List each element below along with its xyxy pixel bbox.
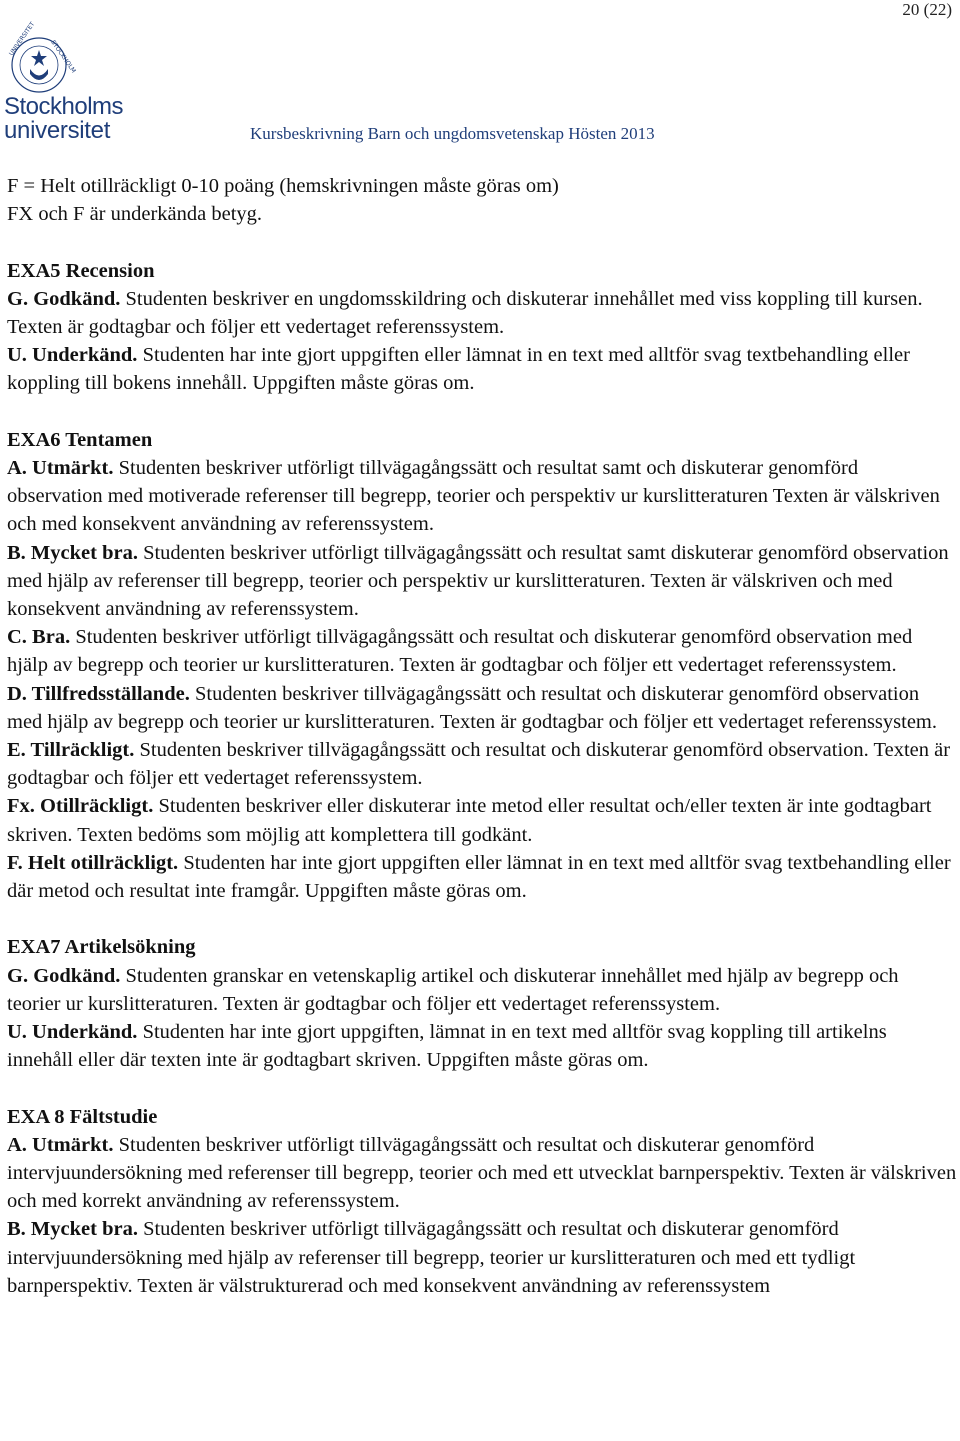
grade-description: Studenten har inte gjort uppgiften eller lämnat in en text med alltför svag textbehandling eller där metod och resultat inte framgår. Uppgiften måste göras om. [7, 851, 951, 903]
grade-label: Fx. Otillräckligt. [7, 795, 154, 818]
grade-description: Studenten beskriver utförligt tillvägagångssätt och resultat samt och diskuterar genomförd observation med motiverade referenser till begrepp, teorier och perspektiv ur kurslitteraturen Texten är välskriven och med konsekvent användning av referenssystem. [7, 457, 940, 536]
grade-description: Studenten granskar en vetenskaplig artikel och diskuterar innehållet med hjälp av begrepp och teorier ur kurslitteraturen. Texten är godtagbar och följer ett vedertaget referenssystem. [7, 964, 899, 1015]
grade-label: U. Underkänd. [7, 344, 138, 367]
intro-line: FX och F är underkända betyg. [7, 203, 263, 226]
grade-label: C. Bra. [7, 626, 71, 649]
grade-label: B. Mycket bra. [7, 1218, 138, 1241]
grade-description: Studenten beskriver tillvägagångssätt och resultat och diskuterar genomförd observation med hjälp av begrepp och teorier ur kurslitteraturen. Texten är godtagbar och följer ett vedertaget referenssystem. [7, 682, 937, 733]
document-header-title: Kursbeskrivning Barn och ungdomsvetenskap Hösten 2013 [250, 124, 655, 143]
intro-line: F = Helt otillräckligt 0-10 poäng (hemskrivningen måste göras om) [7, 175, 559, 197]
grade-paragraph [7, 285, 957, 341]
grade-description: Studenten beskriver utförligt tillvägagångssätt och resultat och diskuterar genomförd observation med hjälp av begrepp och teorier ur kurslitteraturen. Texten är godtagbar och följer ett vedertaget referenssystem. [7, 626, 913, 677]
page-number: 20 (22) [902, 0, 952, 19]
grade-description: Studenten beskriver eller diskuterar inte metod eller resultat och/eller texten är inte godtagbart skriven. Texten bedöms som möjlig att komplettera till godkänt. [7, 795, 932, 846]
grade-paragraph [7, 623, 957, 679]
grade-paragraph [7, 1131, 957, 1216]
grade-paragraph [7, 792, 957, 848]
grade-description: Studenten beskriver utförligt tillvägagångssätt och resultat samt diskuterar genomförd observation med hjälp av referenser till begrepp, teorier och perspektiv ur kurslitteraturen. Texten är välskriven och med konsekvent användning av referenssystem. [7, 541, 949, 621]
university-logo [4, 20, 134, 144]
grade-paragraph [7, 962, 957, 1018]
grade-paragraph [7, 680, 957, 736]
document-body [7, 172, 957, 1300]
grade-label: E. Tillräckligt. [7, 739, 135, 762]
grade-label: U. Underkänd. [7, 1021, 138, 1044]
grade-paragraph [7, 1215, 957, 1300]
grade-description: Studenten beskriver tillvägagångssätt och resultat och diskuterar genomförd observation. Texten är godtagbar och följer ett vedertaget referenssystem. [7, 739, 951, 790]
section-heading-exa8: EXA 8 Fältstudie [7, 1105, 158, 1128]
grade-paragraph [7, 539, 957, 624]
grade-description: Studenten beskriver utförligt tillvägagångssätt och resultat och diskuterar genomförd intervjuundersökning med hjälp av referenser till begrepp, teorier ur kurslitteraturen och med ett tydligt barnperspektiv. Texten är välstrukturerad och med konsekvent användning av referenssystem [7, 1218, 856, 1297]
grade-paragraph [7, 849, 957, 905]
svg-text:UNIVERSITET: UNIVERSITET [7, 20, 37, 58]
grade-paragraph [7, 454, 957, 539]
grade-description: Studenten har inte gjort uppgiften, lämnat in en text med alltför svag koppling till artikelns innehåll eller där texten inte är godtagbart skriven. Uppgiften måste göras om. [7, 1021, 887, 1072]
grade-paragraph [7, 736, 957, 792]
grade-label: B. Mycket bra. [7, 541, 138, 564]
grade-paragraph [7, 1018, 957, 1074]
grade-description: Studenten beskriver en ungdomsskildring och diskuterar innehållet med viss koppling till kursen. Texten är godtagbar och följer ett vedertaget referenssystem. [7, 287, 923, 338]
section-heading-exa7: EXA7 Artikelsökning [7, 936, 196, 959]
grade-label: G. Godkänd. [7, 964, 121, 987]
section-heading-exa6: EXA6 Tentamen [7, 428, 153, 451]
grade-description: Studenten har inte gjort uppgiften eller lämnat in en text med alltför svag textbehandling eller koppling till bokens innehåll. Uppgiften måste göras om. [7, 344, 910, 395]
logo-text-line1: Stockholms [4, 93, 124, 120]
logo-text-line2: universitet [4, 117, 111, 144]
grade-label: A. Utmärkt. [7, 1133, 114, 1156]
grade-label: D. Tillfredsställande. [7, 682, 190, 705]
grade-label: F. Helt otillräckligt. [7, 851, 179, 874]
svg-text:STOCKHOLM: STOCKHOLM [49, 39, 77, 75]
grade-description: Studenten beskriver utförligt tillvägagångssätt och resultat och diskuterar genomförd intervjuundersökning med referenser till begrepp, teorier och med ett utvecklat barnperspektiv. Texten är välskriven och med korrekt användning av referenssystem. [7, 1133, 957, 1213]
grade-label: G. Godkänd. [7, 287, 121, 310]
grade-paragraph [7, 341, 957, 397]
stockholm-university-emblem [4, 20, 77, 94]
section-heading-exa5: EXA5 Recension [7, 259, 155, 282]
grade-label: A. Utmärkt. [7, 457, 114, 479]
